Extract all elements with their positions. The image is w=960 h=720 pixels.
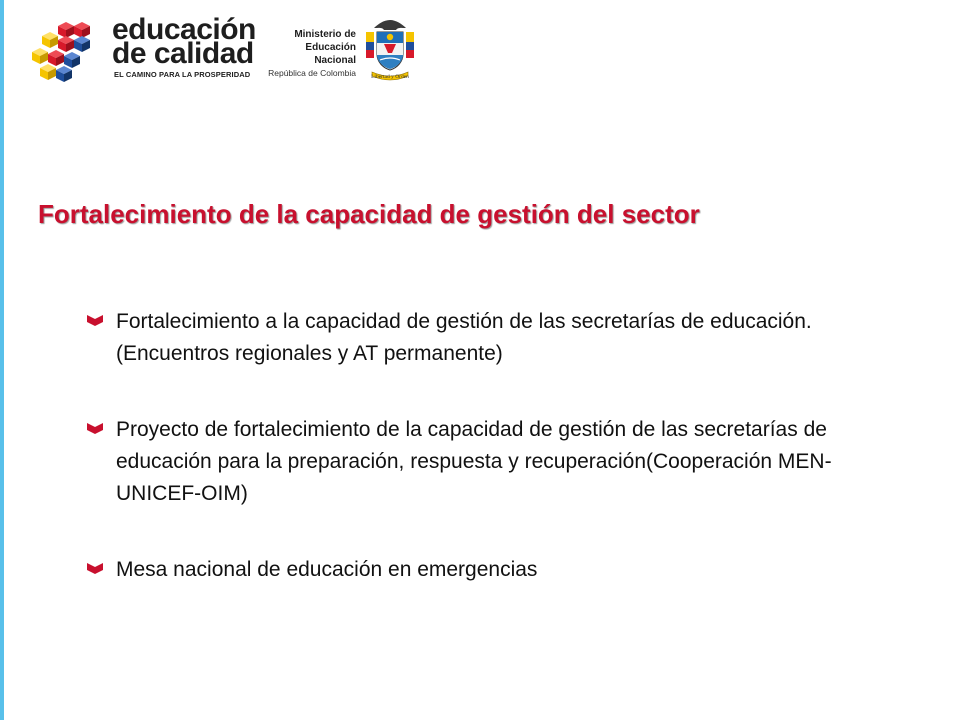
red-chevron-bullet-icon	[86, 314, 104, 326]
bullet-item	[86, 554, 846, 586]
red-chevron-bullet-icon	[86, 422, 104, 434]
brand-tagline: EL CAMINO PARA LA PROSPERIDAD	[114, 70, 251, 79]
left-accent-rule	[0, 0, 4, 720]
bullet-item	[86, 414, 846, 510]
ministry-line-2: Educación Nacional	[305, 42, 356, 66]
bullet-text-2: Proyecto de fortalecimiento de la capacidad de gestión de las secretarías de educación para la preparación, respuesta y recuperación(Cooperación MEN-UNICEF-OIM)	[116, 418, 832, 505]
bullet-item	[86, 306, 846, 370]
brand-line-2: de calidad	[112, 37, 254, 70]
ministry-label	[264, 28, 356, 79]
crest-motto: Libertad y Orden	[371, 74, 409, 80]
bullet-text-1: Fortalecimiento a la capacidad de gestión de las secretarías de educación. (Encuentros regionales y AT permanente)	[116, 310, 812, 365]
brand-line-1: educación	[112, 13, 256, 46]
ministry-line-1: Ministerio de	[294, 29, 356, 40]
ministry-line-3: República de Colombia	[268, 68, 356, 78]
bullet-text-3: Mesa nacional de educación en emergencias	[116, 558, 538, 581]
slide-title: Fortalecimiento de la capacidad de gestión del sector	[38, 199, 700, 230]
colombia-coat-of-arms-icon	[364, 18, 416, 86]
red-chevron-bullet-icon	[86, 562, 104, 574]
bullet-list	[86, 306, 846, 586]
colored-cubes-logo-icon	[28, 22, 104, 84]
brand-wordmark	[112, 13, 256, 70]
header-logos	[28, 13, 448, 88]
